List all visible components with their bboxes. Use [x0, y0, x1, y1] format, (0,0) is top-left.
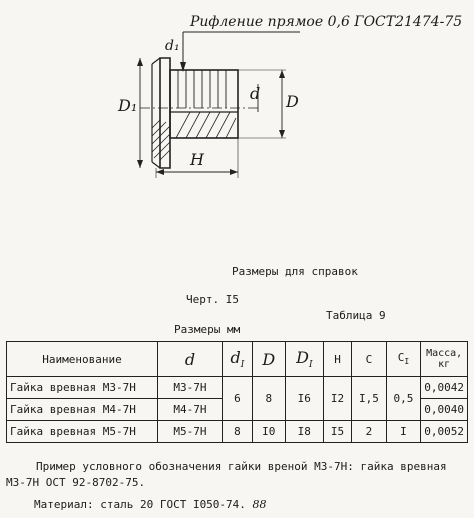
row-d1: 8	[222, 421, 252, 443]
header-D1: $D_I$	[285, 342, 323, 377]
designation-example-line2: М3-7Н ОСТ 92-8702-75.	[6, 476, 146, 489]
table-row	[7, 421, 468, 443]
group-D1: I6	[285, 377, 323, 421]
table-number: Таблица 9	[326, 309, 386, 322]
group-C1: 0,5	[386, 377, 421, 421]
row-C: 2	[352, 421, 386, 443]
group-D: 8	[252, 377, 285, 421]
row-d: М5-7Н	[158, 421, 223, 443]
designation-example-line1: Пример условного обозначения гайки вреной М3-7Н: гайка вревная	[36, 460, 447, 473]
dim-D1-label: D₁	[118, 96, 138, 115]
row-D: I0	[252, 421, 285, 443]
header-name: Наименование	[7, 342, 158, 377]
row-D1: I8	[285, 421, 323, 443]
dim-H-label: H	[190, 150, 204, 169]
header-D: D	[252, 342, 285, 377]
knurl-note: Рифление прямое 0,6 ГОСТ21474-75	[190, 14, 463, 30]
row-H: I5	[323, 421, 351, 443]
row-mass: 0,0052	[421, 421, 468, 443]
table-header-row	[7, 342, 468, 377]
header-d: d	[158, 342, 223, 377]
row-d: М4-7Н	[158, 399, 223, 421]
header-C: C	[352, 342, 386, 377]
row-mass: 0,0042	[421, 377, 468, 399]
nut-technical-drawing	[0, 0, 474, 240]
header-C1: $C_I$	[386, 342, 421, 377]
spec-table	[6, 341, 468, 443]
header-mass: Масса, кг	[421, 342, 468, 377]
dim-D-label: D	[286, 92, 299, 111]
dim-d1-label: d₁	[165, 38, 180, 54]
row-mass: 0,0040	[421, 399, 468, 421]
table-row	[7, 377, 468, 399]
header-d1: $d_I$	[222, 342, 252, 377]
reference-sizes-caption: Размеры для справок	[232, 265, 358, 278]
row-d: М3-7Н	[158, 377, 223, 399]
material-text: Материал: сталь 20 ГОСТ I050-74.	[34, 498, 246, 511]
dim-d-label: d	[250, 84, 261, 103]
signature-mark: 88	[252, 498, 267, 511]
material-line	[34, 498, 267, 511]
row-name: Гайка вревная М4-7Н	[7, 399, 158, 421]
row-name: Гайка вревная М3-7Н	[7, 377, 158, 399]
row-C1: I	[386, 421, 421, 443]
drawing-number: Черт. I5	[186, 293, 239, 306]
units-caption: Размеры мм	[174, 323, 241, 336]
header-H: H	[323, 342, 351, 377]
group-C: I,5	[352, 377, 386, 421]
group-H: I2	[323, 377, 351, 421]
row-name: Гайка вревная М5-7Н	[7, 421, 158, 443]
group-d1: 6	[222, 377, 252, 421]
